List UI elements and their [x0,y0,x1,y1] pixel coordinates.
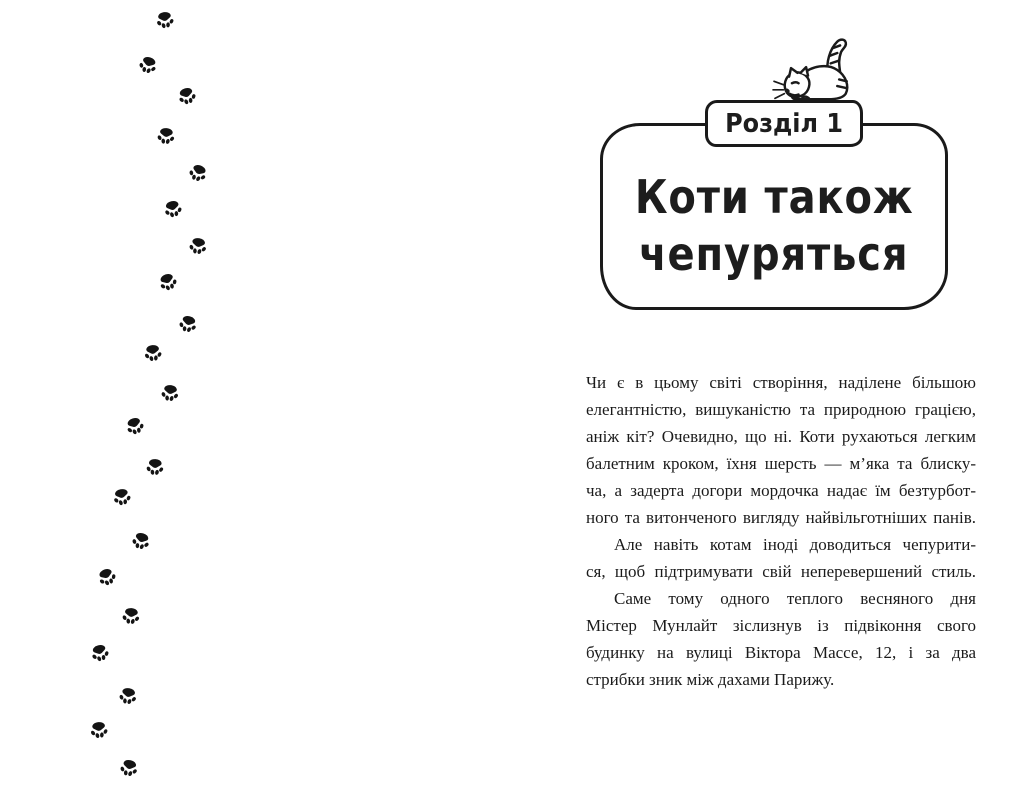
text-line: Чи є в цьому світі створіння, наділене більшою [586,373,976,392]
paw-print-icon [156,126,176,146]
paw-print-icon [143,343,163,363]
text-line: елегантністю, вишуканістю та природною грацією, [586,400,976,419]
paw-print-icon [112,487,133,508]
paragraph [586,585,976,693]
paw-print-icon [155,10,175,30]
paw-print-icon [130,530,152,552]
paw-print-icon [137,54,160,77]
text-line: балетним кроком, їхня шерсть — м’яка та блиску- [586,454,976,473]
paw-print-icon [176,85,198,107]
chapter-title-line-1: Коти також [634,169,914,224]
text-line: Саме тому одного теплого весняного дня [614,589,976,608]
text-line: Але навіть котам іноді доводиться чепурити- [614,535,976,554]
paragraph [586,369,976,531]
text-line: ся, щоб підтримувати свій неперевершений стиль. [586,562,976,581]
paw-print-icon [145,457,164,476]
paw-print-icon [162,198,183,219]
paw-print-icon [156,270,179,293]
paw-print-icon [89,642,111,664]
paw-print-icon [121,606,141,626]
paw-print-icon [160,383,180,403]
text-line: аніж кіт? Очевидно, що ні. Коти рухаються легким [586,427,976,446]
cat-grooming-icon [772,36,878,104]
text-line: ча, а задерта догори мордочка надає їм безтурбот- [586,481,976,500]
text-line: Містер Мунлайт зіслизнув із підвіконня свого [586,616,976,635]
chapter-label-text: Розділ 1 [725,108,843,139]
paw-print-icon [118,757,139,778]
paw-print-icon [124,415,147,438]
paw-print-icon [95,565,118,588]
text-line: ного та витонченого вигляду найвільготніших панів. [586,508,976,527]
chapter-box [600,123,948,310]
paw-print-icon [186,161,209,184]
body-text [586,369,976,693]
paw-print-icon [177,313,199,335]
text-line: будинку на вулиці Віктора Массе, 12, і за два [586,643,976,662]
paw-trail [0,0,260,788]
chapter-label [705,100,863,147]
paragraph [586,531,976,585]
chapter-title-line-2: чепуряться [639,226,909,281]
paw-print-icon [118,686,139,707]
paw-print-icon [188,236,209,257]
paw-print-icon [89,720,109,740]
text-line: стрибки зник між дахами Парижу. [586,670,835,689]
